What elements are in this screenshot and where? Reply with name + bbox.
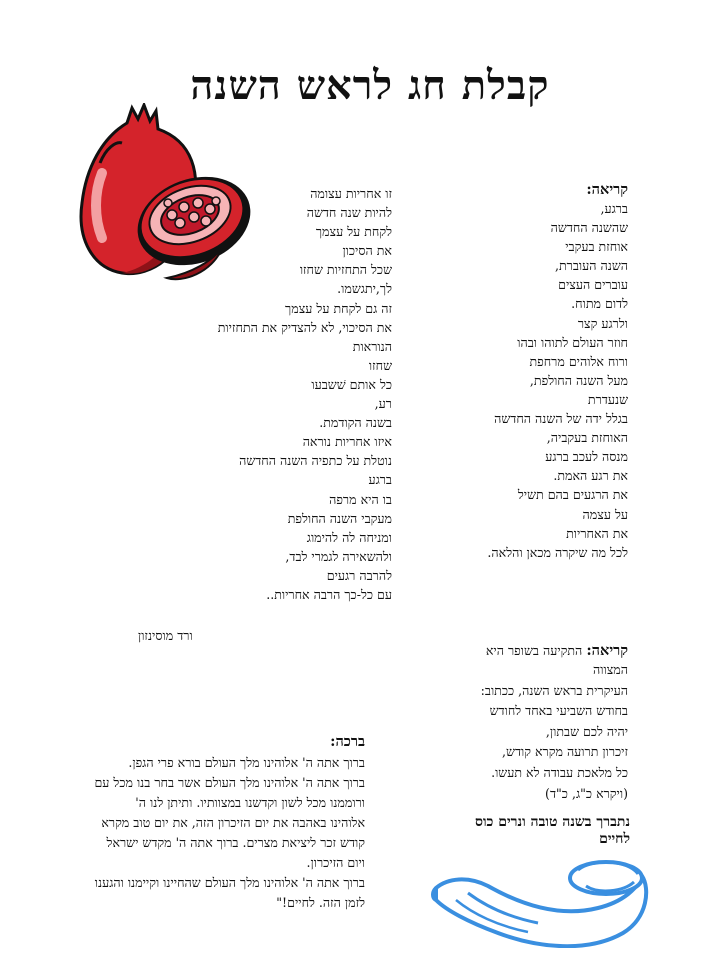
reading-1 xyxy=(358,181,628,562)
blessing-heading: ברכה: xyxy=(330,733,365,750)
reading-2-line: זיכרון תרועה מקרא קודש, xyxy=(502,744,628,760)
poem-line: הנוראות xyxy=(352,338,392,354)
blessing-line: ברוך אתה ה' אלוהינו מלך העולם שהחיינו וקיימנו והגענו xyxy=(94,875,365,890)
blessing-line: לזמן הזה. לחיים!" xyxy=(276,895,365,910)
reading-1-line: האוחזת בעקביה, xyxy=(546,430,628,446)
blessing-line: ורוממנו מכל לשון וקדשנו במצוותיו. ותיתן לנו ה' xyxy=(135,795,365,810)
reading-2-lines xyxy=(358,660,628,804)
poem-line: ומניחה לה להימוג xyxy=(306,529,392,545)
reading-1-lines xyxy=(358,199,628,562)
reading-1-line: חוזר העולם לתוהו ובהו xyxy=(517,334,628,350)
reading-1-line: מנסה לעכב ברגע xyxy=(545,449,628,465)
reading-1-line: מעל השנה החולפת, xyxy=(529,372,628,388)
blessing-line: ברוך אתה ה' אלוהינו מלך העולם בורא פרי הגפן. xyxy=(128,755,365,770)
poem-line: להרבה רגעים xyxy=(326,567,392,583)
poem-line: ולהשאירה לגמרי לבד, xyxy=(285,548,392,564)
poem-line: זה גם לקחת על עצמך xyxy=(285,300,392,316)
reading-2-line: המצווה xyxy=(593,662,628,677)
reading-2-line: כל מלאכת עבודה לא תעשו. xyxy=(491,764,628,780)
reading-2-line: בחודש השביעי באחד לחודש xyxy=(489,703,628,719)
reading-1-line: בגלל ידה של השנה החדשה xyxy=(494,411,628,427)
poem-line: מעקבי השנה החולפת xyxy=(287,510,392,526)
reading-1-line: השנה העוברת, xyxy=(554,258,628,274)
poem-line: בו היא מרפה xyxy=(329,491,392,507)
reading-1-line: את רגע האמת. xyxy=(553,468,628,484)
blessing-line: ברוך אתה ה' אלוהינו מלך העולם אשר בחר בנו מכל עם xyxy=(94,775,365,790)
reading-1-line: את האחריות xyxy=(566,525,628,541)
poem-line: שחזו xyxy=(368,357,392,373)
poem xyxy=(132,184,392,604)
poem-line: שכל התחזיות שחזו xyxy=(299,262,392,278)
poem-author: ורד מוסינזון xyxy=(138,628,193,643)
reading-1-line: שנעדרת xyxy=(587,391,628,407)
reading-1-line: ורוח אלוהים מרחפת xyxy=(529,353,628,369)
poem-line: ברגע xyxy=(368,472,392,488)
blessing-line: אלוהינו באהבה את יום הזיכרון הזה, את יום טוב מקרא xyxy=(101,815,365,830)
reading-1-line: לדום מתוח. xyxy=(571,296,628,312)
poem-line: בשנה הקודמת. xyxy=(319,415,392,431)
reading-1-line: ברגע, xyxy=(600,201,628,216)
closing-toast: נתברך בשנה טובה ונרים כוס לחיים xyxy=(475,814,630,847)
reading-1-line: את הרגעים בהם תשיל xyxy=(517,487,628,503)
poem-line: כל אותם שׁשבעו xyxy=(311,376,392,392)
page-title: קבלת חג לראש השנה xyxy=(190,62,550,109)
reading-2-heading: קריאה: xyxy=(586,642,628,659)
poem-line: רע, xyxy=(374,396,392,412)
reading-1-line: עוברים העצים xyxy=(558,277,628,293)
poem-line: את הסיכוי, לא להצדיק את התחזיות xyxy=(217,319,392,335)
reading-1-line: אוחזת בעקבי xyxy=(565,239,628,255)
blessing-line: ויום הזיכרון. xyxy=(306,855,365,870)
poem-line: לך,יתגשמו. xyxy=(337,281,392,297)
poem-line: איזו אחריות נוראה xyxy=(302,434,392,450)
reading-2-line: (ויקרא כ"ג, כ"ד) xyxy=(545,785,628,801)
shofar-icon xyxy=(428,848,650,948)
poem-lines xyxy=(132,184,392,604)
reading-2 xyxy=(358,641,628,804)
reading-2-line: העיקרית בראש השנה, ככתוב: xyxy=(480,682,628,698)
reading-2-line: יהיה לכם שבתון, xyxy=(545,723,628,739)
reading-1-line: שהשנה החדשה xyxy=(550,220,628,236)
poem-line: לקחת על עצמך xyxy=(315,224,392,240)
poem-line: זו אחריות עצומה xyxy=(310,186,392,201)
blessing-lines xyxy=(35,753,365,913)
reading-1-line: על עצמה xyxy=(582,506,628,522)
reading-1-line: ולרגע קצר xyxy=(577,315,628,331)
reading-2-first-line: התקיעה בשופר היא xyxy=(485,643,583,658)
blessing xyxy=(35,733,365,913)
poem-line: להיות שנה חדשה xyxy=(306,205,392,221)
poem-line: נוטלת על כתפיה השנה החדשה xyxy=(239,453,392,469)
reading-1-heading: קריאה: xyxy=(586,181,628,198)
blessing-line: קודש זכר ליציאת מצרים. ברוך אתה ה' מקדש ישראל xyxy=(106,835,365,850)
poem-line: עם כל-כך הרבה אחריות.. xyxy=(266,586,392,602)
poem-line: את הסיכון xyxy=(342,243,392,259)
reading-1-line: לכל מה שיקרה מכאן והלאה. xyxy=(487,544,628,560)
